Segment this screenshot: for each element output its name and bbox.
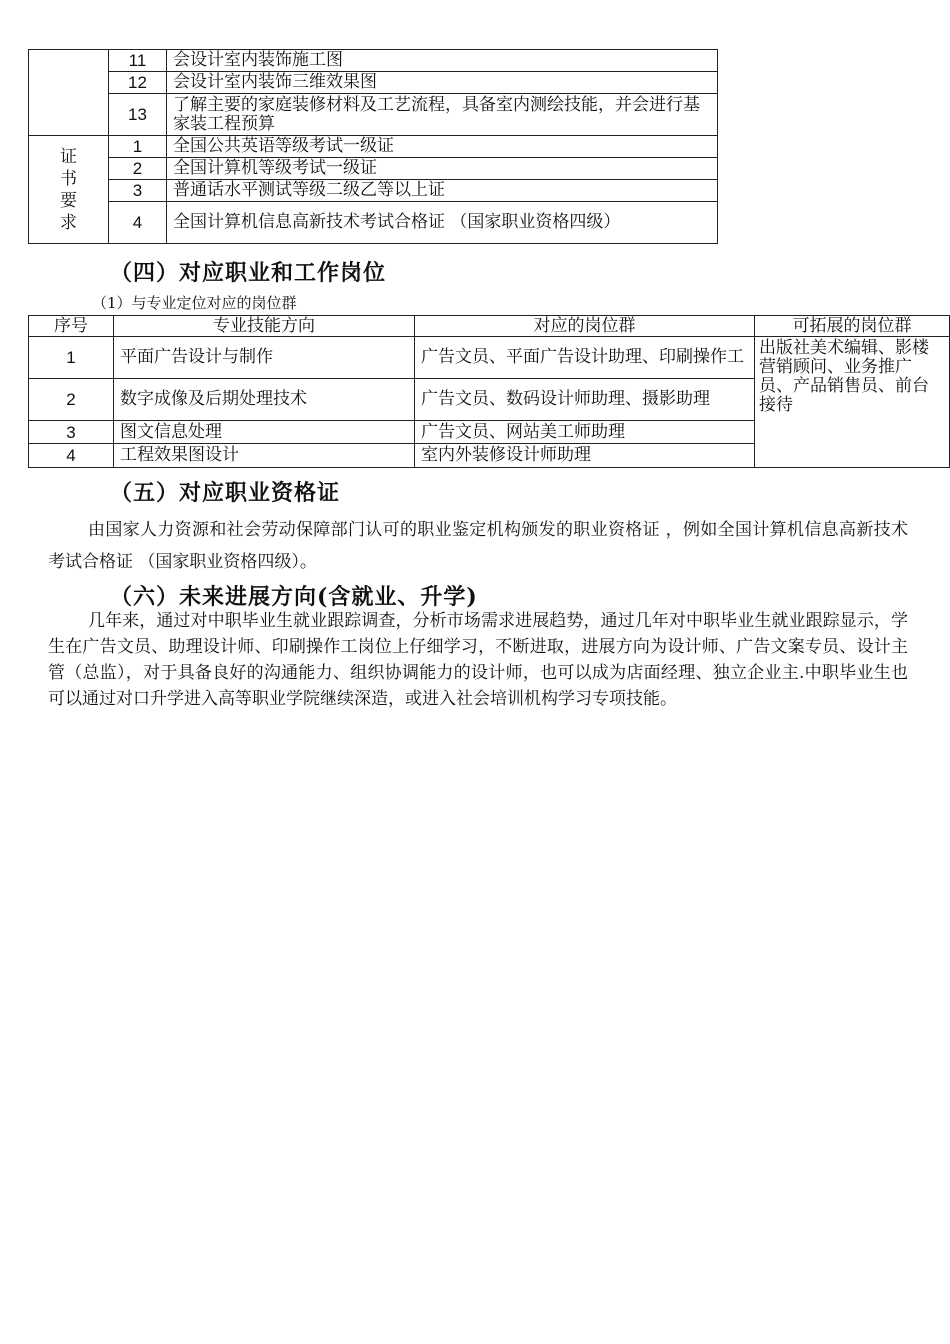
section4-subheading: （1）与专业定位对应的岗位群 (92, 294, 297, 312)
header-direction: 专业技能方向 (114, 316, 415, 337)
cert-group-label-cell (29, 136, 109, 244)
header-number: 序号 (29, 316, 114, 337)
row-text: 全国公共英语等级考试一级证 (167, 136, 718, 158)
skill-direction: 数字成像及后期处理技术 (114, 379, 415, 421)
row-number: 1 (109, 136, 167, 158)
job-group: 室内外装修设计师助理 (415, 444, 755, 468)
row-number: 4 (29, 444, 114, 468)
job-group: 广告文员、网站美工师助理 (415, 421, 755, 444)
header-jobs: 对应的岗位群 (415, 316, 755, 337)
skill-direction: 图文信息处理 (114, 421, 415, 444)
row-number: 11 (109, 50, 167, 72)
skill-direction: 工程效果图设计 (114, 444, 415, 468)
section4-heading: （四）对应职业和工作岗位 (110, 260, 387, 286)
section5-paragraph: 由国家人力资源和社会劳动保障部门认可的职业鉴定机构颁发的职业资格证 ，例如全国计算机信息高新技术考试合格证 （国家职业资格四级）。 (48, 520, 908, 572)
blank-group-cell (29, 50, 109, 136)
section6-paragraph: 几年来，通过对中职毕业生就业跟踪调查，分析市场需求进展趋势，通过几年对中职毕业生就业跟踪显示，学生在广告文员、助理设计师、印刷操作工岗位上仔细学习，不断进取，进展方向为设计师、广告文案专员、设计主管（总监），对于具备良好的沟通能力、组织协调能力的设计师，也可以成为店面经理、独立企业主.中职毕业生也可以通过对口升学进入高等职业学院继续深造，或进入社会培训机构学习专项技能。 (48, 611, 908, 709)
row-number: 4 (109, 202, 167, 244)
skill-direction: 平面广告设计与制作 (114, 337, 415, 379)
row-text: 全国计算机信息高新技术考试合格证 （国家职业资格四级） (167, 202, 718, 244)
row-number: 2 (29, 379, 114, 421)
header-extended: 可拓展的岗位群 (755, 316, 950, 337)
row-text: 全国计算机等级考试一级证 (167, 158, 718, 180)
job-group: 广告文员、数码设计师助理、摄影助理 (415, 379, 755, 421)
row-number: 3 (109, 180, 167, 202)
row-number: 12 (109, 72, 167, 94)
cert-group-label: 证书要求 (60, 146, 77, 233)
section5-heading: （五）对应职业资格证 (110, 480, 341, 506)
job-group: 广告文员、平面广告设计助理、印刷操作工 (415, 337, 755, 379)
requirements-table (28, 49, 718, 244)
section6-heading: （六）未来进展方向(含就业、升学) (110, 584, 478, 610)
job-table (28, 315, 950, 468)
extended-jobs: 出版社美术编辑、影楼营销顾问、业务推广员、产品销售员、前台接待 (755, 337, 950, 468)
row-text: 会设计室内装饰三维效果图 (167, 72, 718, 94)
row-number: 2 (109, 158, 167, 180)
row-text: 了解主要的家庭装修材料及工艺流程，具备室内测绘技能，并会进行基 家装工程预算 (167, 94, 718, 136)
row-number: 13 (109, 94, 167, 136)
row-text: 普通话水平测试等级二级乙等以上证 (167, 180, 718, 202)
row-text: 会设计室内装饰施工图 (167, 50, 718, 72)
row-number: 1 (29, 337, 114, 379)
row-number: 3 (29, 421, 114, 444)
